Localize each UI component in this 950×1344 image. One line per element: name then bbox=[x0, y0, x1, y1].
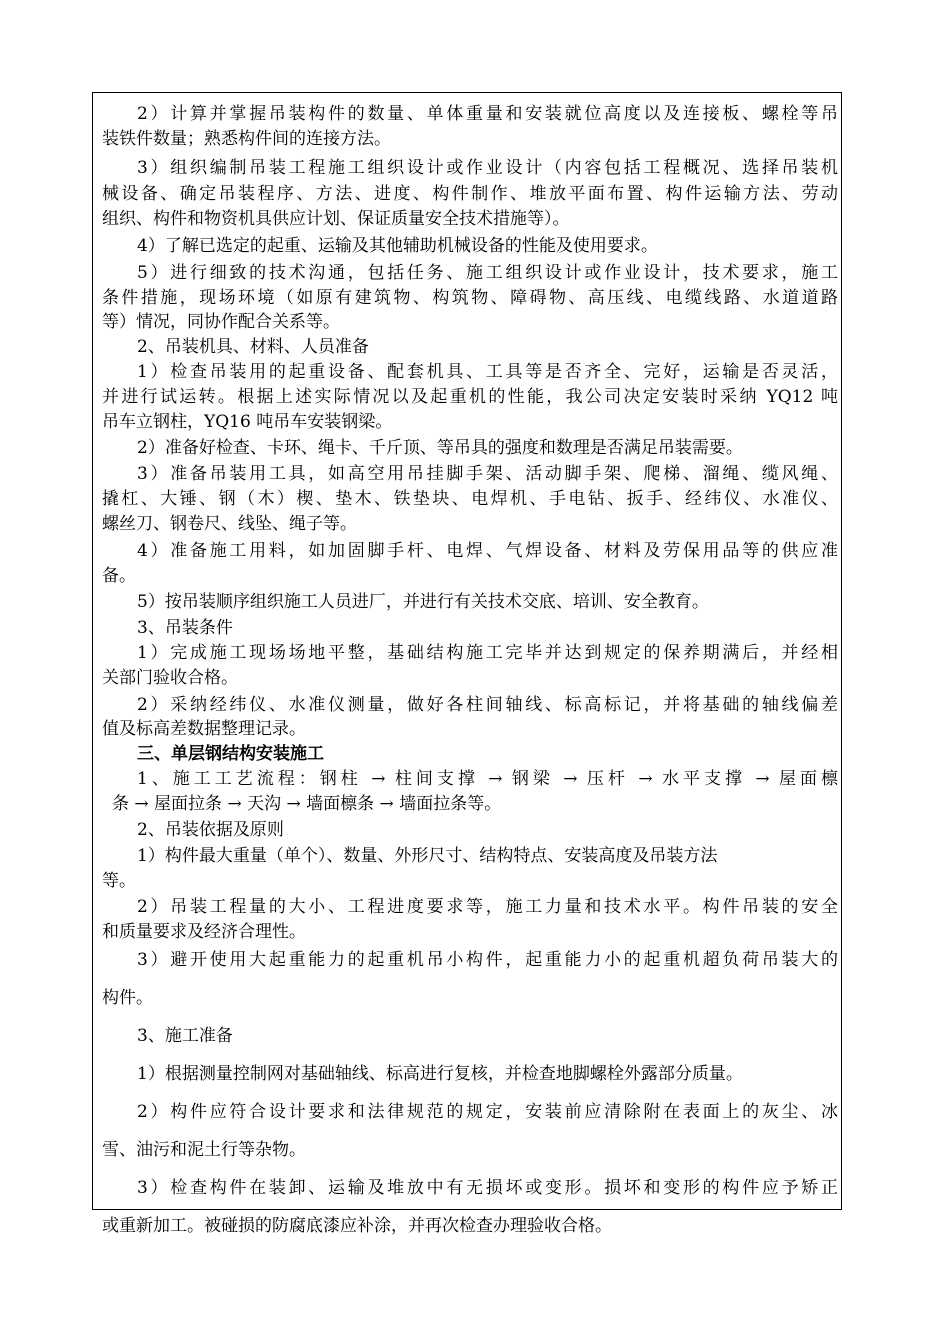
paragraph-line: 撬杠、大锤、钢（木）楔、垫木、铁垫块、电焊机、手电钻、扳手、经纬仪、水准仪、 bbox=[102, 489, 838, 509]
paragraph-line: 吊车立钢柱，YQ16 吨吊车安装钢梁。 bbox=[102, 412, 393, 432]
section-heading: 3、施工准备 bbox=[137, 1026, 233, 1046]
paragraph-line: 1、施工工艺流程：钢柱 → 柱间支撑 → 钢梁 → 压杆 → 水平支撑 → 屋面檩 bbox=[137, 769, 838, 789]
paragraph-line: 螺丝刀、钢卷尺、线坠、绳子等。 bbox=[102, 514, 357, 534]
paragraph-line: 等。 bbox=[102, 871, 136, 891]
paragraph-line: 2）准备好检查、卡环、绳卡、千斤顶、等吊具的强度和数理是否满足吊装需要。 bbox=[137, 438, 743, 458]
paragraph-line: 并进行试运转。根据上述实际情况以及起重机的性能，我公司决定安装时采纳 YQ12 吨 bbox=[102, 387, 838, 407]
paragraph-line: 1）根据测量控制网对基础轴线、标高进行复核，并检查地脚螺栓外露部分质量。 bbox=[137, 1064, 743, 1084]
paragraph-line: 5）按吊装顺序组织施工人员进厂，并进行有关技术交底、培训、安全教育。 bbox=[137, 592, 709, 612]
chapter-heading: 三、单层钢结构安装施工 bbox=[137, 744, 324, 764]
section-heading: 2、吊装依据及原则 bbox=[137, 820, 284, 840]
paragraph-line: 关部门验收合格。 bbox=[102, 668, 238, 688]
paragraph-line: 构件。 bbox=[102, 988, 153, 1008]
paragraph-line: 备。 bbox=[102, 566, 136, 586]
section-heading: 3、吊装条件 bbox=[137, 618, 233, 638]
paragraph-line: 3）避开使用大起重能力的起重机吊小构件，起重能力小的起重机超负荷吊装大的 bbox=[137, 950, 838, 970]
paragraph-line: 1）检查吊装用的起重设备、配套机具、工具等是否齐全、完好，运输是否灵活， bbox=[137, 362, 838, 382]
paragraph-line: 2）计算并掌握吊装构件的数量、单体重量和安装就位高度以及连接板、螺栓等吊 bbox=[137, 104, 838, 124]
paragraph-line: 装铁件数量；熟悉构件间的连接方法。 bbox=[102, 129, 391, 149]
paragraph-line: 3）组织编制吊装工程施工组织设计或作业设计（内容包括工程概况、选择吊装机 bbox=[137, 158, 838, 178]
paragraph-line: 4）准备施工用料，如加固脚手杆、电焊、气焊设备、材料及劳保用品等的供应准 bbox=[137, 541, 838, 561]
paragraph-line: 3）准备吊装用工具，如高空用吊挂脚手架、活动脚手架、爬梯、溜绳、缆风绳、 bbox=[137, 464, 838, 484]
paragraph-line: 2）采纳经纬仪、水准仪测量，做好各柱间轴线、标高标记，并将基础的轴线偏差 bbox=[137, 695, 838, 715]
section-heading: 2、吊装机具、材料、人员准备 bbox=[137, 337, 369, 357]
paragraph-line: 雪、油污和泥土行等杂物。 bbox=[102, 1140, 306, 1160]
paragraph-line: 5）进行细致的技术沟通，包括任务、施工组织设计或作业设计，技术要求，施工 bbox=[137, 263, 838, 283]
paragraph-line: 3）检查构件在装卸、运输及堆放中有无损坏或变形。损坏和变形的构件应予矫正 bbox=[137, 1178, 838, 1198]
paragraph-line: 等）情况，同协作配合关系等。 bbox=[102, 312, 340, 332]
paragraph-line: 值及标高差数据整理记录。 bbox=[102, 719, 306, 739]
paragraph-line: 2）构件应符合设计要求和法律规范的规定，安装前应清除附在表面上的灰尘、冰 bbox=[137, 1102, 838, 1122]
paragraph-line: 组织、构件和物资机具供应计划、保证质量安全技术措施等）。 bbox=[102, 209, 570, 229]
paragraph-line: 1）完成施工现场场地平整，基础结构施工完毕并达到规定的保养期满后，并经相 bbox=[137, 643, 838, 663]
paragraph-line: 条件措施，现场环境（如原有建筑物、构筑物、障碍物、高压线、电缆线路、水道道路 bbox=[102, 288, 838, 308]
paragraph-line: 条 → 屋面拉条 → 天沟 → 墙面檩条 → 墙面拉条等。 bbox=[112, 794, 502, 814]
paragraph-line: 4）了解已选定的起重、运输及其他辅助机械设备的性能及使用要求。 bbox=[137, 236, 658, 256]
paragraph-line: 或重新加工。被碰损的防腐底漆应补涂，并再次检查办理验收合格。 bbox=[102, 1216, 612, 1236]
paragraph-line: 和质量要求及经济合理性。 bbox=[102, 922, 306, 942]
paragraph-line: 2）吊装工程量的大小、工程进度要求等，施工力量和技术水平。构件吊装的安全 bbox=[137, 897, 838, 917]
paragraph-line: 1）构件最大重量（单个）、数量、外形尺寸、结构特点、安装高度及吊装方法 bbox=[137, 846, 718, 866]
paragraph-line: 械设备、确定吊装程序、方法、进度、构件制作、堆放平面布置、构件运输方法、劳动 bbox=[102, 184, 838, 204]
